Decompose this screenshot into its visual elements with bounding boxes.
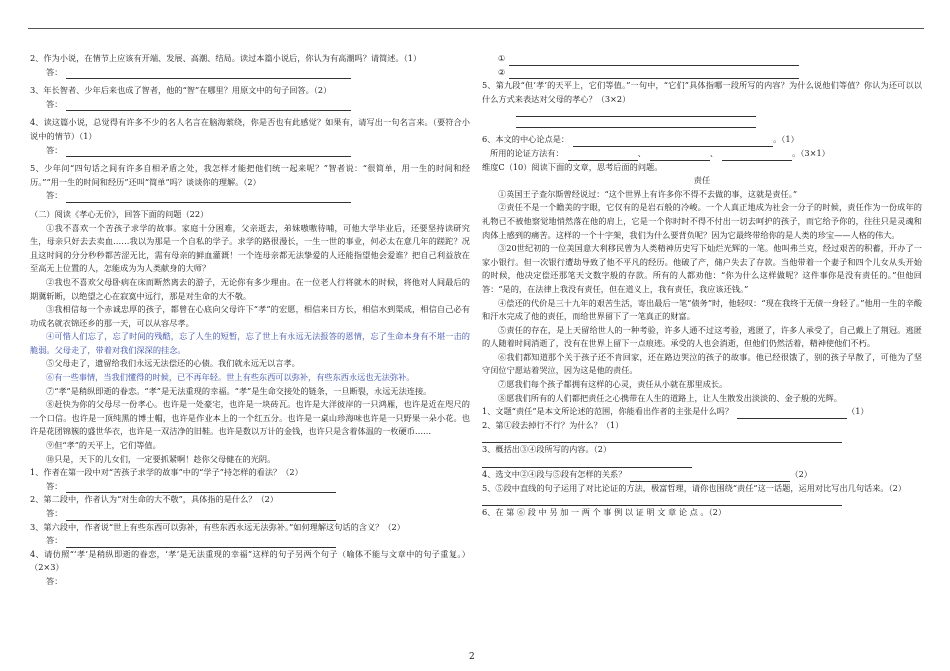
- article-question-6: 6、在 第 ⑥ 段 中 另 加 一 两 个 事 例 以 证 明 文 章 论 点 。（2）: [482, 507, 727, 518]
- right-column: [482, 52, 922, 520]
- left-column: [30, 52, 470, 589]
- question-3: 3、年长智者、少年后来也成了智者，他的“智”在哪里？用原文中的句子回答。（2）: [30, 85, 332, 96]
- passage-paragraph: ⑤父母走了，遗留给我们永远无法偿还的心债。我们就永远无以言孝。: [46, 358, 300, 369]
- passage-paragraph: ⑦“孝”是稍纵即逝的眷恋。“孝”是无法重现的幸福。“孝”是生命交接处的链条，一旦断裂，永远无法连接。: [46, 385, 432, 396]
- comprehension-question-3: 3、第六段中，作者说“世上有些东西可以弥补，有些东西永远无法弥补。”如何理解这句话的含义？（2）: [30, 521, 405, 532]
- article-paragraph: ⑦愿我们每个孩子都拥有这样的心灵，责任从小就在那里成长。: [498, 379, 728, 390]
- blank-line-2: ②: [498, 66, 922, 80]
- answer-line: [512, 117, 922, 128]
- answer-line: [482, 457, 922, 468]
- passage-paragraph: ⑩只是，天下的儿女们，一定要抓紧啊！趁你父母健在的光阴。: [46, 453, 276, 464]
- comprehension-question-6: 6、本文的中心论点是： 。（1）: [482, 133, 922, 147]
- argument-methods: 所用的论证方法有： 、 、 。（3×1）: [490, 147, 922, 161]
- passage-paragraph: ⑧赶快为你的父母尽一份孝心。也许是一处豪宅，也许是一块砖瓦。也许是大洋彼岸的一只鸿雁，也许是近在咫尺的一个口信。也许是一顶纯黑的博士帽，也许是作业本上的一个红五分。也许是一桌山珍海味也许是一只野果一朵小花。也许是花团锦簇的盛世华衣，也许是一双洁净的旧鞋。也许是数以万计的金钱，也许只是含着体温的一枚硬币……: [30, 399, 470, 437]
- article-paragraph: ⑥我们都知道那个关于孩子还不肯回家，还在路边哭泣的孩子的故事。他已经很饿了，别的孩子早散了，可他为了坚守闰位宁愿站着哭泣，因为这是他的责任。: [482, 351, 922, 376]
- answer-line: 答：: [46, 98, 470, 112]
- question-4: 4、读这篇小说，总觉得有许多不少的名人名言在脑海萦绕，你是否也有此感觉？如果有，请写出一句名言来。（要符合小说中的情节）（1）: [30, 117, 470, 141]
- article-question-5: 5、⑤段中直线的句子运用了对比论证的方法，极富哲理，请你也围绕“责任”这一话题，运用对比写出几句话来。（2）: [482, 482, 907, 493]
- page-number: 2: [469, 652, 475, 662]
- article-question-3: 3、概括出③④段所写的内容。（2）: [482, 444, 612, 455]
- article-paragraph: ①英国王子查尔斯曾经说过：“这个世界上有许多你不得不去做的事，这就是责任。”: [498, 188, 798, 199]
- passage-paragraph: ③我相信每一个赤诚忠厚的孩子，都曾在心底向父母许下“孝”的宏愿，相信来日方长，相信水到渠成，相信自己必有功成名就衣锦还乡的那一天，可以从容尽孝。: [30, 304, 470, 328]
- passage-paragraph: ①我不喜欢一个苦孩子求学的故事。家庭十分困难，父亲逝去，弟妹嗷嗷待哺，可他大学毕业后，还要坚持读研究生，母亲只好去去卖血……我以为那是一个自私的学子。求学的路很漫长，一生一世的事业，何必太在意几年的蹉跎？况且这时间的分分秒秒都苦涩无比，需有母亲的鲜血灌溉！一个连母亲都无法挚爱的人还能指望他会爱谁？把自己利益放在至高无上位置的人，怎能成为为人类献身的大师？: [30, 222, 470, 274]
- answer-line: 答：: [46, 534, 470, 548]
- answer-line: 答：: [46, 575, 63, 586]
- article-question-1: 1、文题“责任”是本文所论述的范围，你能看出作者的主张是什么吗？ （1）: [482, 405, 922, 419]
- answer-line: 答：: [46, 507, 470, 521]
- article-question-4: 4、选文中②④段与⑤段有怎样的关系？ （2）: [482, 468, 922, 482]
- question-2: 2、作为小说，在情节上应该有开端、发展、高潮、结局。读过本篇小说后，你认为有高潮吗？请简述。（1）: [30, 53, 422, 63]
- question-5: 5、少年问“四句话之间有许多自相矛盾之处，我怎样才能把他们统一起来呢？”智者说：“很简单，用一生的时间和经历。”“用一生的时间和经历”还叫“简单”吗？谈谈你的理解。（2）: [30, 163, 470, 187]
- article-paragraph: ⑤责任的存在，是上天留给世人的一种考验，许多人通不过这考验，逃匿了，许多人承受了，自己戴上了荆冠。逃匿的人随着时间消逝了，没有在世界上留下一点痕迹。承受的人也会消逝，但他们仍然活着，精神使他们不朽。: [482, 324, 922, 349]
- section-heading: （二）阅读《孝心无价》，回答下面的问题（22）: [30, 208, 209, 219]
- article-paragraph: ③20世纪初的一位美国意大利移民曾为人类精神历史写下灿烂光辉的一笔。他叫弗兰克，经过艰苦的积蓄，开办了一家小银行。但一次银行遭劫导致了他不平凡的经历。他破了产，储户失去了存款。当他带着一个妻子和四个儿女从头开始的时候，他决定偿还那笔天文数字般的存款。所有的人都劝他：“你为什么这样做呢？这件事你是没有责任的。”但他回答：“是的，在法律上我没有责任，但在道义上，我有责任，我应该还钱。”: [482, 243, 922, 294]
- passage-paragraph-highlight: ⑥有一些事情，当我们懂得的时候，已不再年轻。世上有些东西可以弥补，有些东西永远也无法弥补。: [46, 372, 415, 383]
- comprehension-question-4: 4、请仿照“‘孝’是稍纵即逝的眷恋，‘孝’是无法重现的幸福”这样的句子另两个句子（喻体不能与文章中的句子重复。）（2×3）: [30, 548, 470, 573]
- passage-paragraph: ⑨但“孝”的天平上，它们等值。: [46, 440, 161, 451]
- section-c-heading: 维度C（10）阅读下面的文章，思考后面的问题。: [482, 161, 663, 172]
- header-rule: [28, 28, 924, 29]
- passage-paragraph-highlight: ④可惜人们忘了，忘了时间的残酷，忘了人生的短暂，忘了世上有永远无法报答的恩情，忘了生命本身有不堪一击的脆弱。父母走了，带着对我们深深的挂念。: [30, 331, 470, 355]
- answer-line: [512, 106, 922, 117]
- answer-line: [482, 432, 922, 443]
- comprehension-question-2: 2、第二段中，作者认为“对生命的大不敬”，具体指的是什么？（2）: [30, 494, 279, 505]
- answer-line: 答：: [46, 144, 470, 158]
- answer-line: 答：: [46, 189, 470, 203]
- passage-paragraph: ②我也不喜欢父母卧病在床而断然离去的游子，无论你有多少理由。在一位老人行将就木的时候，将他对人间最后的期冀斩断，以绝望之心在寂寞中远行，那是对生命的大不敬。: [30, 276, 470, 301]
- article-paragraph: ④偿还的代价是三十九年的艰苦生活，寄出最后一笔“债务”时，他轻叹：“现在我终于无债一身轻了。”他用一生的辛酸和汗水完成了他的责任，而给世界留下了一笔真正的财富。: [482, 297, 922, 322]
- comprehension-question-5: 5、第九段“但‘孝’的天平上，它们等值。”一句中，“它们”具体指哪一段所写的内容？为什么说他们等值？你认为还可以以什么方式来表达对父母的孝心？（3×2）: [482, 80, 922, 104]
- answer-line: [482, 495, 922, 506]
- article-paragraph: ②责任不是一个瞻美的字眼，它仅有的是岩石般的冷峻。一个人真正地成为社会一分子的时候，责任作为一份成年的礼物已不被他察觉地悄然落在他的肩上，它是一个你时时不得不付出一切去呵护的孩子，而它给予你的，往往只是灵魂和肉体上感到的痛苦。这样的一个十字架，我们为什么要背负呢？因为它最终带给你的是人类的珍宝——人格的伟大。: [482, 202, 922, 240]
- answer-line: 答：: [46, 66, 470, 80]
- article-title: 责任: [693, 175, 711, 186]
- comprehension-question-1: 1、作者在第一段中对“苦孩子求学的故事”中的“学子”持怎样的看法？（2）: [30, 467, 303, 478]
- article-question-2: 2、第①段去掉行不行？为什么？（1）: [482, 419, 624, 430]
- answer-line: 答：: [46, 480, 470, 494]
- article-paragraph: ⑧愿我们所有的人们都把责任之心携带在人生的道路上，让人生散发出淡淡的、金子般的光辉。: [498, 392, 842, 403]
- blank-line-1: ①: [498, 52, 922, 66]
